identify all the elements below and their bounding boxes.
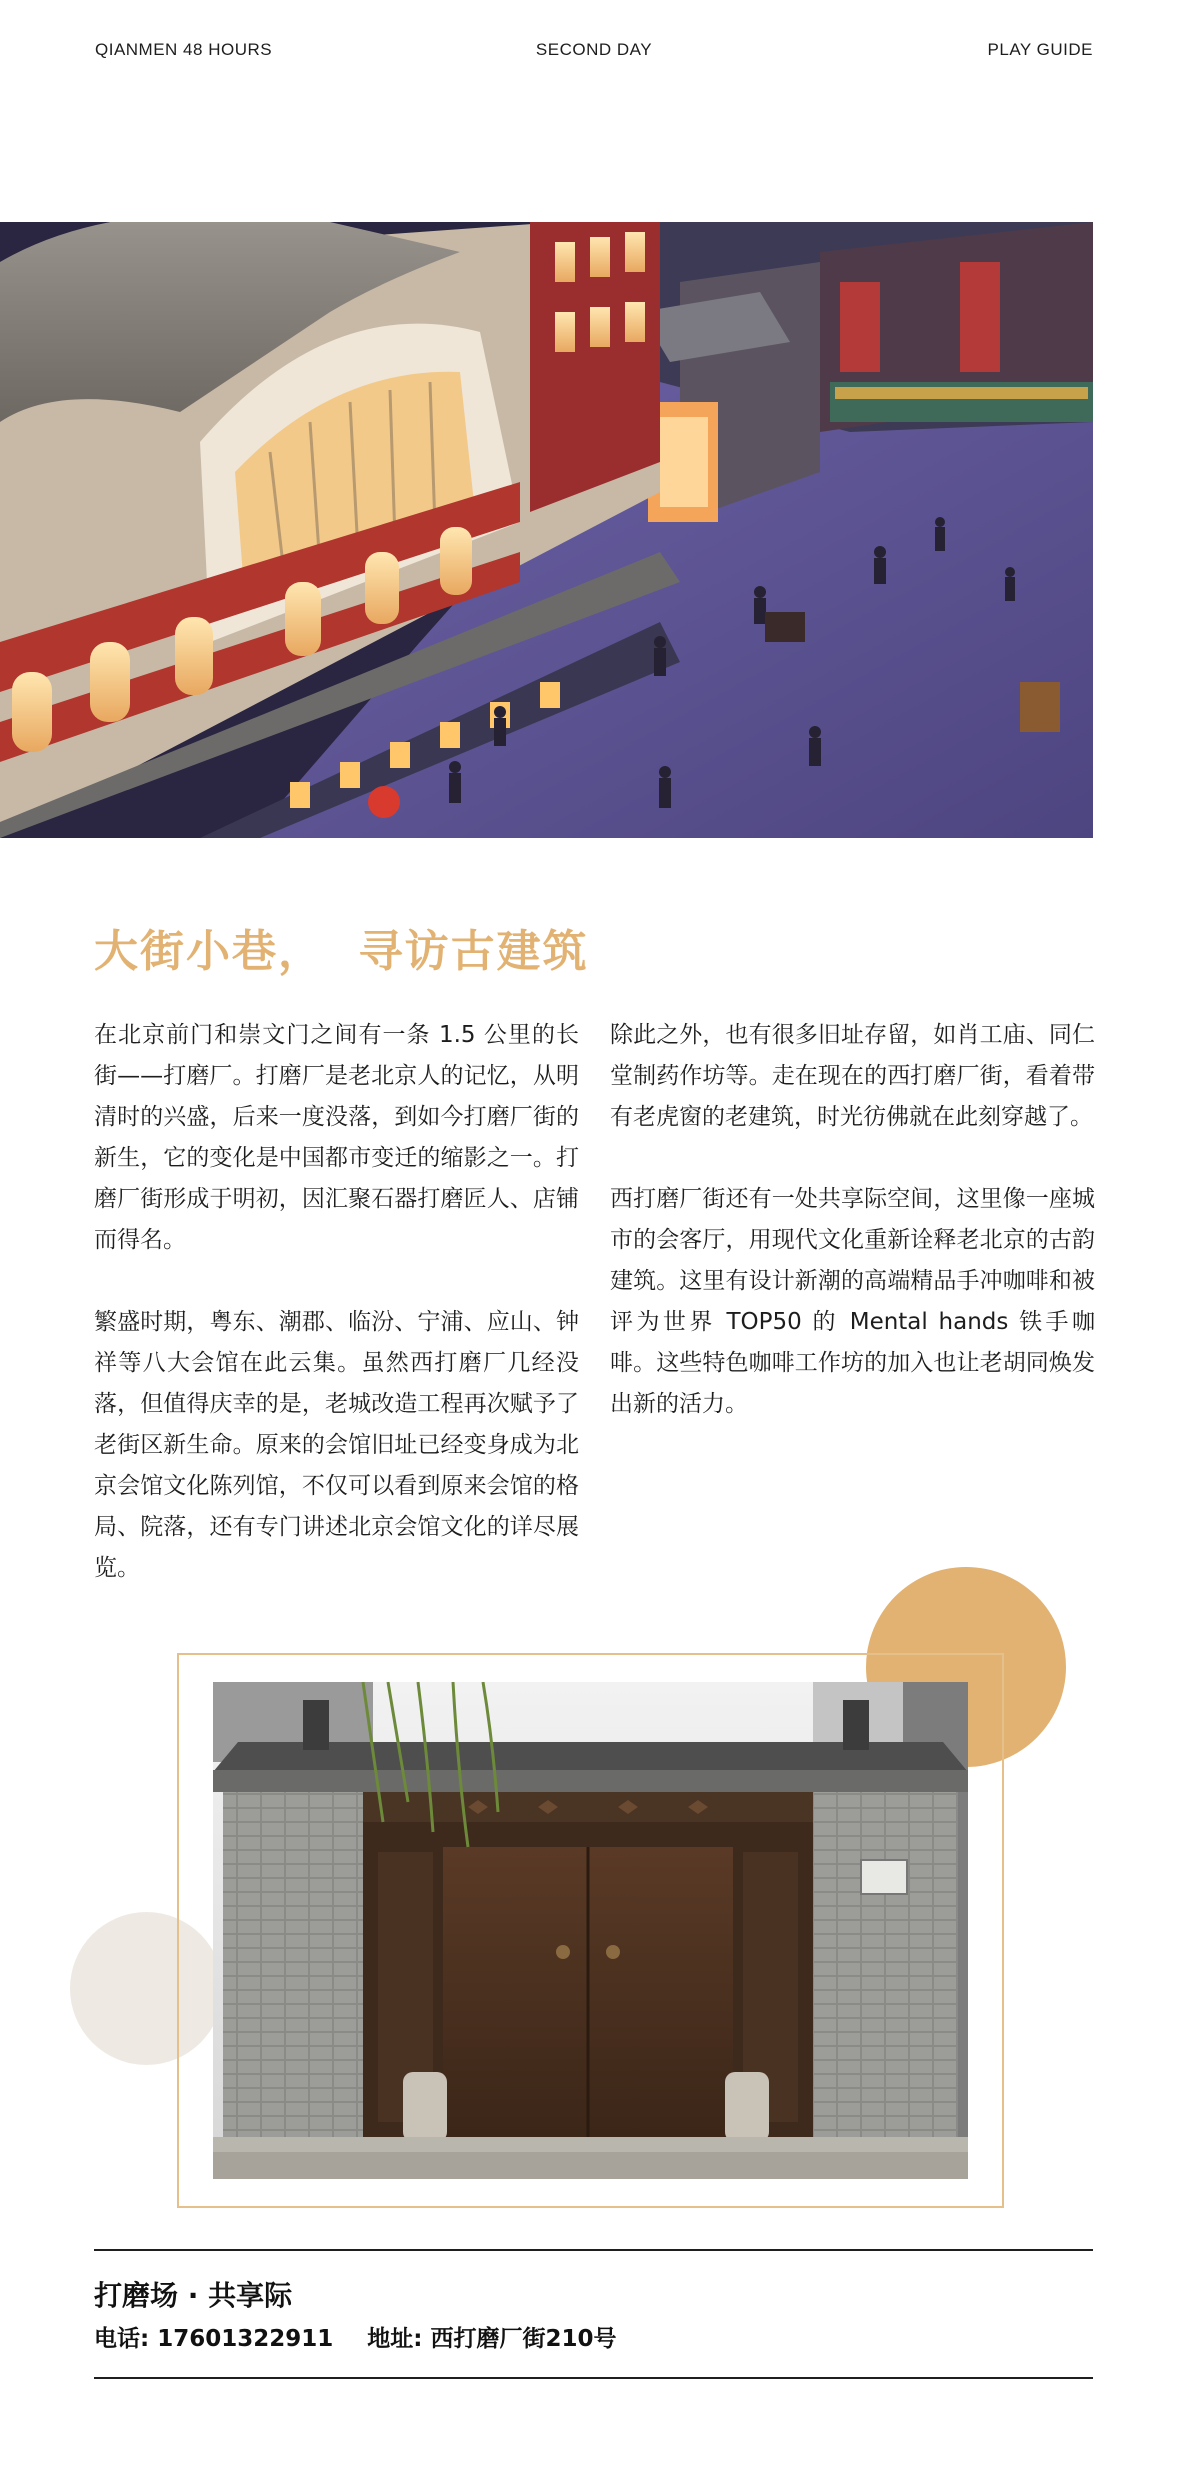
section-title: 大街小巷， 寻访古建筑 bbox=[94, 926, 589, 977]
header-center-label: SECOND DAY bbox=[535, 40, 653, 59]
address-value: 西打磨厂街210号 bbox=[430, 2326, 617, 2352]
venue-contact-line bbox=[94, 2320, 617, 2353]
phone-number: 17601322911 bbox=[157, 2326, 334, 2352]
right-paragraph-2: 西打磨厂街还有一处共享际空间，这里像一座城市的会客厅，用现代文化重新诠释老北京的古韵建筑。这里有设计新潮的高端精品手冲咖啡和被评为世界 TOP50 的 Mental hands 铁手咖啡。这些特色咖啡工作坊的加入也让老胡同焕发出新的活力。 bbox=[610, 1186, 1095, 1417]
footer-bottom-rule bbox=[94, 2377, 1093, 2379]
footer-top-rule bbox=[94, 2249, 1093, 2251]
phone-label: 电话: bbox=[94, 2326, 158, 2352]
right-text-column bbox=[610, 1015, 1095, 1466]
hero-photo-railway-station-model bbox=[0, 222, 1093, 838]
right-paragraph-1: 除此之外，也有很多旧址存留，如肖工庙、同仁堂制药作坊等。走在现在的西打磨厂街，看着带有老虎窗的老建筑，时光彷佛就在此刻穿越了。 bbox=[610, 1022, 1095, 1130]
gate-photo-old-courtyard-door bbox=[213, 1682, 968, 2179]
address-label: 地址: bbox=[367, 2326, 431, 2352]
venue-name: 打磨场 · 共享际 bbox=[94, 2279, 293, 2312]
left-text-column bbox=[94, 1015, 579, 1630]
left-paragraph-1: 在北京前门和崇文门之间有一条 1.5 公里的长街——打磨厂。打磨厂是老北京人的记忆，从明清时的兴盛，后来一度没落，到如今打磨厂街的新生，它的变化是中国都市变迁的缩影之一。打磨厂街形成于明初，因汇聚石器打磨匠人、店铺而得名。 bbox=[94, 1022, 579, 1253]
header-left-label: QIANMEN 48 HOURS bbox=[95, 40, 273, 59]
left-paragraph-2: 繁盛时期，粤东、潮郡、临汾、宁浦、应山、钟祥等八大会馆在此云集。虽然西打磨厂几经没落，但值得庆幸的是，老城改造工程再次赋予了老街区新生命。原来的会馆旧址已经变身成为北京会馆文化陈列馆，不仅可以看到原来会馆的格局、院落，还有专门讲述北京会馆文化的详尽展览。 bbox=[94, 1309, 579, 1581]
header-right-label: PLAY GUIDE bbox=[987, 40, 1093, 59]
page-header bbox=[95, 40, 1093, 64]
